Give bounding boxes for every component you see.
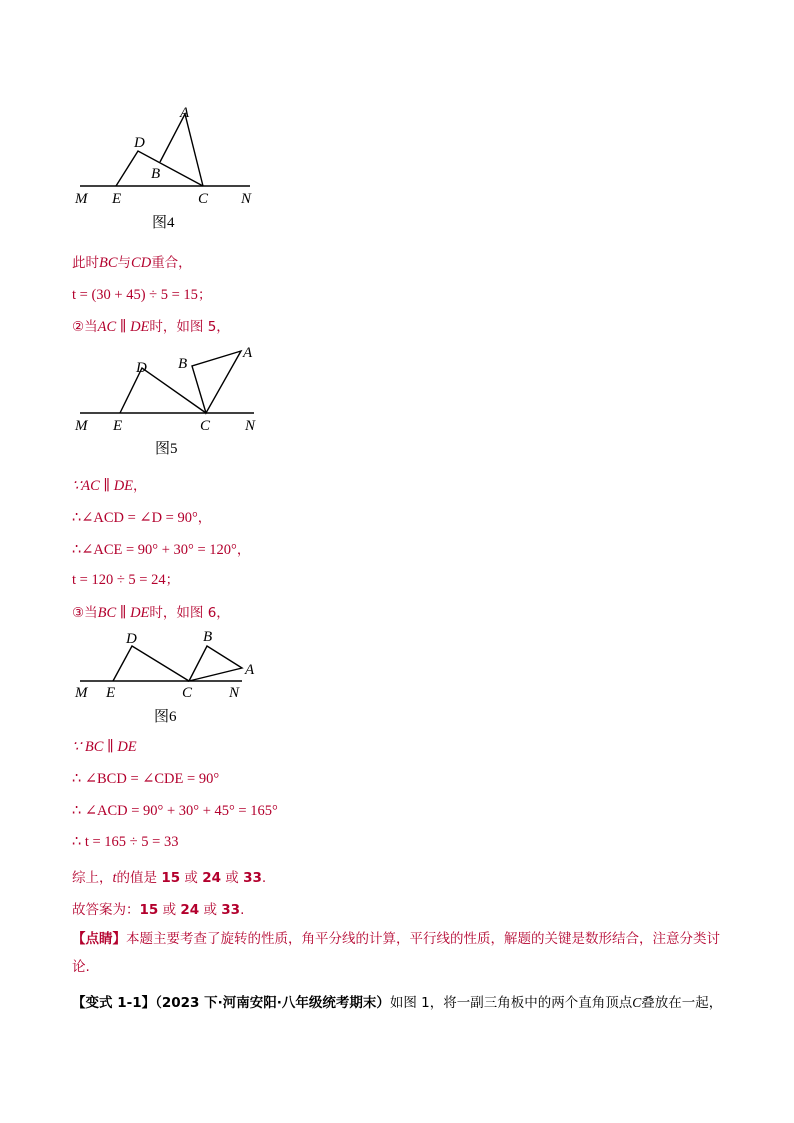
text-line-11 (72, 803, 278, 820)
label-m: M (75, 191, 88, 207)
text-line-2 (72, 283, 211, 304)
l14-post: . (240, 902, 245, 918)
l1-b: CD (131, 255, 152, 271)
label-b: B (178, 356, 188, 372)
text-line-7 (72, 568, 179, 589)
variant-tag: 【变式 1-1】 (72, 995, 156, 1011)
label-e: E (112, 191, 122, 207)
label-c: C (198, 191, 209, 207)
label-a: A (243, 345, 253, 361)
l1-pre: 此时 (72, 255, 99, 271)
l10-expr: ∴ ∠BCD = ∠CDE = 90° (72, 771, 220, 787)
l8-expr: BC ∥ DE (97, 605, 150, 621)
text-line-3 (72, 315, 230, 336)
l14-v2: 24 (180, 902, 200, 918)
l4-expr: ∵AC ∥ DE (72, 478, 134, 494)
label-m: M (75, 685, 88, 701)
l5-expr: ∴∠ACD = ∠D = 90° (72, 510, 198, 526)
l14-or1: 或 (158, 902, 181, 918)
l11-expr: ∴ ∠ACD = 90° + 30° + 45° = 165° (72, 803, 278, 819)
l14-pre: 故答案为： (72, 902, 140, 918)
figure-4-caption: 图4 (152, 215, 175, 231)
l12-expr: ∴ t = 165 ÷ 5 = 33 (72, 834, 179, 850)
l14-or2: 或 (199, 902, 222, 918)
l13-or2: 或 (221, 870, 244, 886)
l8-post: 时，如图 6， (149, 605, 230, 621)
figure-4 (72, 100, 262, 210)
text-line-12 (72, 834, 178, 851)
label-m: M (75, 418, 88, 434)
text-line-1 (72, 251, 192, 272)
text-line-8 (72, 601, 230, 622)
l13-mid: 的值是 (116, 870, 162, 886)
l13-pre: 综上， (72, 870, 113, 886)
l1-post: 重合， (151, 255, 192, 271)
label-c: C (200, 418, 211, 434)
variant-var: C (632, 995, 642, 1010)
variant-paragraph (72, 989, 724, 1017)
label-b: B (203, 629, 213, 645)
l3-pre: ②当 (72, 319, 98, 335)
label-d: D (134, 135, 145, 151)
comment-paragraph (72, 925, 724, 981)
l5-post: ， (197, 510, 212, 526)
text-line-9 (72, 739, 137, 756)
figure-6 (72, 624, 272, 704)
label-n: N (241, 191, 252, 207)
comment-text: 本题主要考查了旋转的性质，角平分线的计算，平行线的性质，解题的关键是数形结合，注意分类讨论. (72, 931, 720, 975)
label-d: D (126, 631, 137, 647)
figure-5 (72, 340, 262, 436)
l2-expr: t = (30 + 45) ÷ 5 = 15 (72, 287, 198, 303)
l1-a: BC (99, 255, 118, 271)
text-line-14 (72, 898, 244, 918)
l4-post: ， (133, 478, 147, 494)
variant-source: （2023 下·河南安阳·八年级统考期末） (155, 995, 390, 1011)
l13-v2: 24 (202, 870, 222, 886)
figure-5-caption: 图5 (155, 441, 178, 457)
figure-6-diagram (72, 624, 272, 704)
text-line-10 (72, 771, 219, 788)
label-n: N (229, 685, 240, 701)
label-a: A (245, 662, 255, 678)
triangle-abc (189, 646, 242, 681)
triangle-dec (113, 646, 189, 681)
figure-5-diagram (72, 340, 262, 436)
label-d: D (136, 360, 147, 376)
l8-pre: ③当 (72, 605, 98, 621)
triangle-abc (192, 351, 241, 413)
l9-expr: ∵ BC ∥ DE (72, 739, 137, 755)
l14-v3: 33 (221, 902, 241, 918)
l3-expr: AC ∥ DE (97, 319, 150, 335)
label-a: A (180, 105, 190, 121)
text-line-13 (72, 866, 266, 887)
figure-4-diagram (72, 100, 262, 210)
l14-v1: 15 (139, 902, 159, 918)
label-c: C (182, 685, 193, 701)
l1-mid: 与 (117, 255, 132, 271)
l3-post: 时，如图 5， (149, 319, 230, 335)
text-line-6 (72, 538, 250, 559)
label-b: B (151, 166, 161, 182)
label-e: E (106, 685, 116, 701)
l13-v3: 33 (243, 870, 262, 886)
variant-text: 如图 1，将一副三角板中的两个直角顶点 (389, 995, 633, 1011)
figure-6-caption: 图6 (154, 709, 177, 725)
text-line-4 (72, 474, 147, 495)
l2-post: ； (197, 287, 212, 303)
triangle-dec (120, 368, 206, 413)
l13-var: t (112, 870, 117, 886)
comment-tag: 【点睛】 (72, 931, 126, 947)
l6-post: ， (236, 542, 251, 558)
l6-expr: ∴∠ACE = 90° + 30° = 120° (72, 542, 237, 558)
l13-post: . (261, 870, 267, 886)
text-line-5 (72, 506, 211, 527)
label-e: E (113, 418, 123, 434)
l13-v1: 15 (161, 870, 181, 886)
variant-text2: 叠放在一起， (641, 995, 723, 1011)
l13-or1: 或 (180, 870, 203, 886)
l7-expr: t = 120 ÷ 5 = 24 (72, 572, 166, 588)
l7-post: ； (165, 572, 180, 588)
label-n: N (245, 418, 256, 434)
